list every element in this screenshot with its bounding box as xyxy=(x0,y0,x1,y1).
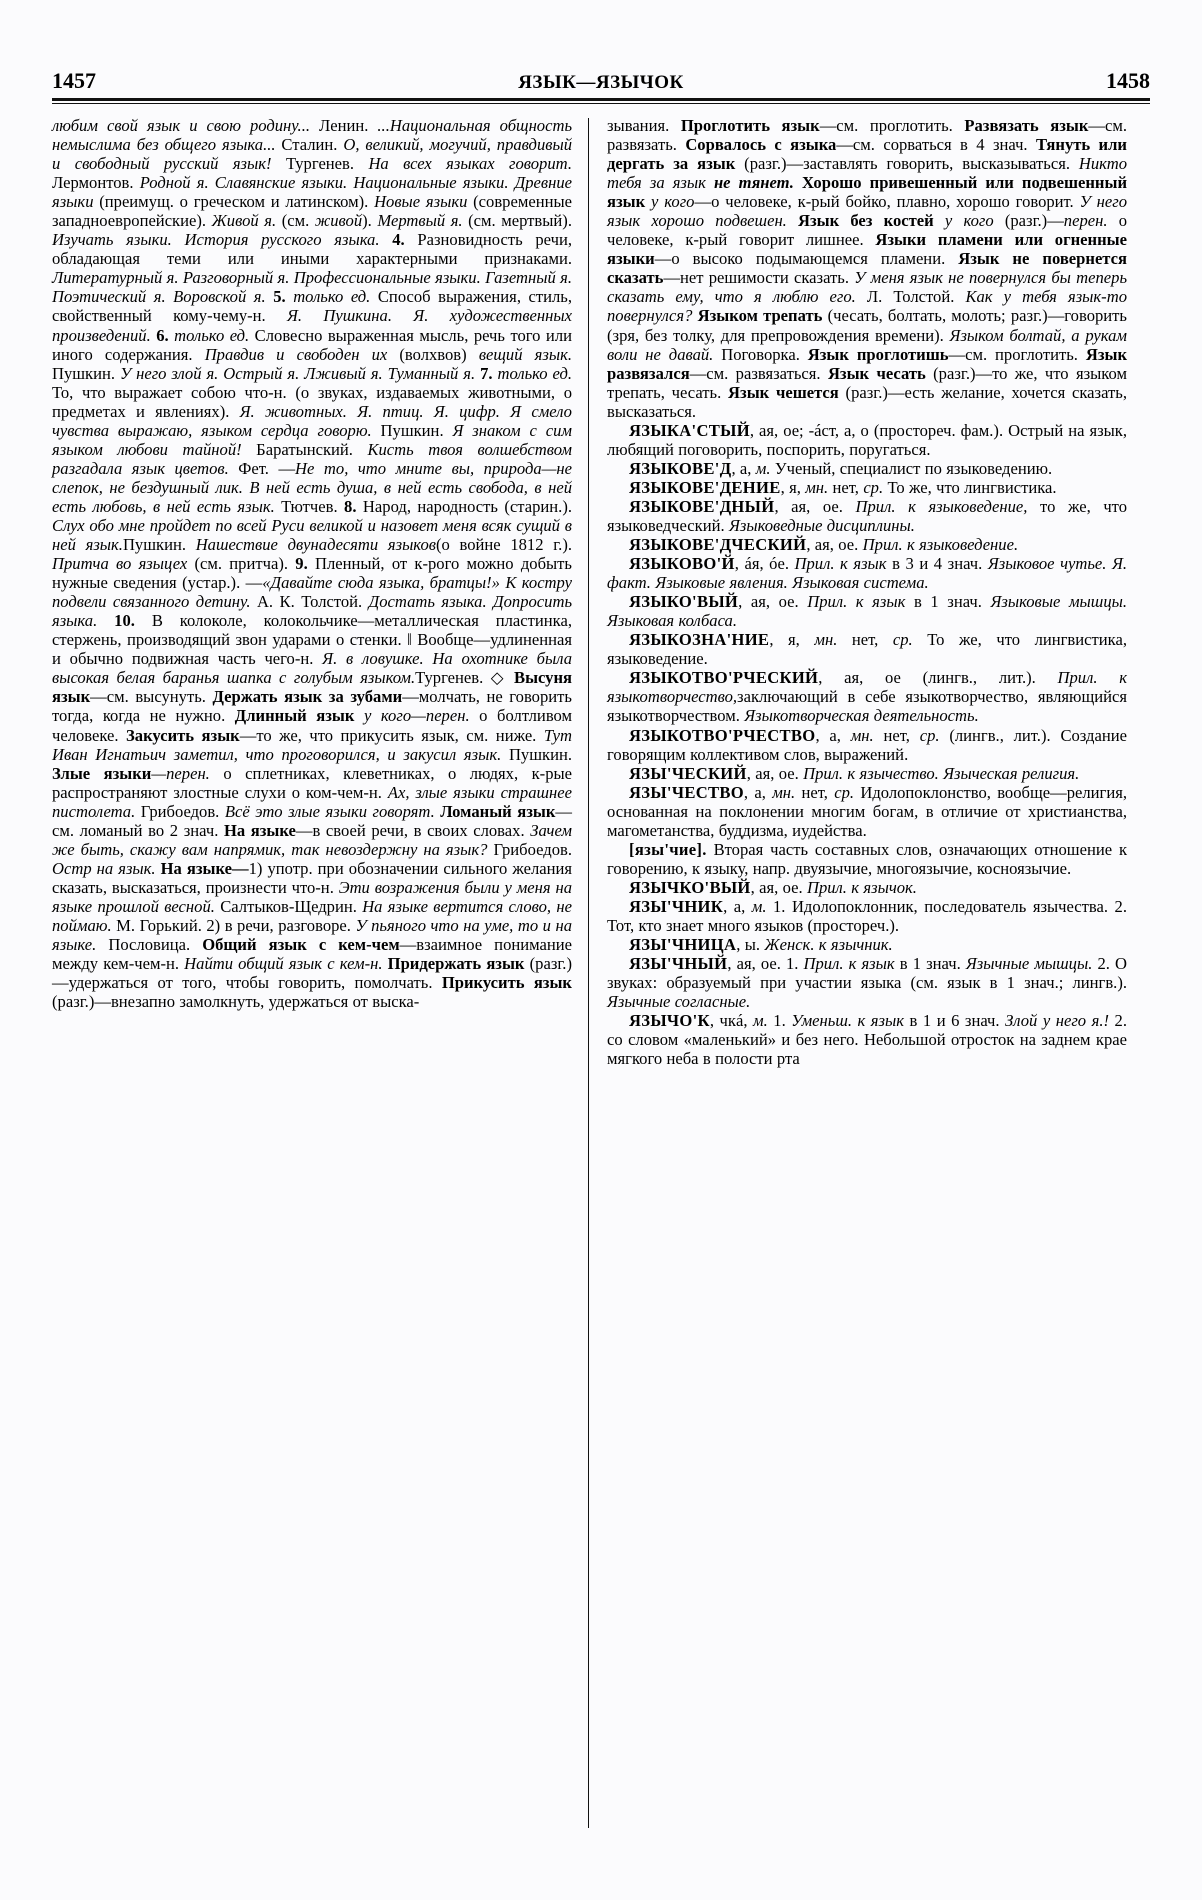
definition: (разг.)—удержаться от того, чтобы говорить, помолчать. xyxy=(52,954,572,993)
idiom-phrase: Прикусить язык xyxy=(441,973,572,993)
idiom-phrase: Высуня язык xyxy=(52,668,573,707)
idiom-phrase: Язык не повернется сказать xyxy=(607,249,1128,288)
gloss: (см. мертвый). xyxy=(462,211,572,231)
attribution: Баратынский. xyxy=(241,439,368,459)
grammar-info: нет, xyxy=(828,477,864,497)
definition: 2. О звуках: образуемый при участии языка (см. язык в 1 знач.; лингв.). xyxy=(607,954,1127,993)
definition: то же, что языковедческий. xyxy=(607,496,1127,535)
definition: в 1 и 6 знач. xyxy=(904,1011,1006,1031)
quote: Всё это злые языки говорят. xyxy=(224,801,435,821)
grammar-label: Прил. к язычество. xyxy=(803,763,939,783)
folio-right: 1458 xyxy=(1106,68,1150,93)
headword: ЯЗЫЧКО'ВЫЙ xyxy=(629,877,751,897)
idiom-phrase: На языке— xyxy=(155,858,249,878)
attribution: Тургенев. xyxy=(271,154,369,174)
definition: (разг.)— xyxy=(993,211,1064,231)
definition: —см. сорваться в 4 знач. xyxy=(836,135,1036,155)
definition: зывания. xyxy=(607,116,681,135)
example: У него язык хорошо подвешен. xyxy=(607,192,1127,231)
grammar-label: мн. xyxy=(814,630,838,650)
idiom-phrase: Хорошо привешенный или подвешенный язык xyxy=(607,173,1128,212)
grammar-label: Прил. к язык xyxy=(794,554,887,574)
definition: в 1 знач. xyxy=(905,592,991,612)
definition: Создание говорящим коллективом слов, выражений. xyxy=(607,725,1127,764)
headword: ЯЗЫКОВО'Й xyxy=(629,554,735,574)
gloss: (современные западноевропейские). xyxy=(52,192,572,231)
example: Изучать языки. История русского языка. xyxy=(52,230,380,250)
idiom-phrase: Язык проглотишь xyxy=(807,344,949,364)
sense-number: 6. xyxy=(150,325,175,345)
example: Литературный я. Разговорный я. Профессиональные языки. Газетный я. Поэтический я. Воровской я. xyxy=(52,268,572,307)
idiom-phrase: Закусить язык xyxy=(126,725,240,745)
dictionary-entry xyxy=(607,726,1127,764)
grammar-label: мн. xyxy=(850,725,874,745)
definition: —то же, что прикусить язык, см. ниже. xyxy=(239,725,544,745)
definition: То же, что лингвистика. xyxy=(883,477,1057,497)
attribution: Лермонтов. xyxy=(52,173,140,193)
dictionary-entry xyxy=(607,592,1127,630)
definition: —см. проглотить. xyxy=(819,116,965,135)
sense-number: 5. xyxy=(265,287,294,307)
grammar-label: мн. xyxy=(805,477,829,497)
attribution: Грибоедов. xyxy=(135,801,225,821)
quote: Зачем же быть, скажу вам напрямик, так невоздержну на язык? xyxy=(52,820,572,859)
grammar-info: , ая, ое. xyxy=(750,877,807,897)
definition: (чесать, болтать, молоть; разг.)—говорить (зря, без толку, для препровождения времени). xyxy=(607,306,1127,345)
example: Я. Пушкина. Я. художественных произведений. xyxy=(52,306,572,345)
grammar-info: , а, xyxy=(815,725,851,745)
quote: «Давайте сюда языка, братцы!» К костру подвели связанного детину. xyxy=(52,573,572,612)
grammar-info: , ая, ое. xyxy=(727,954,786,974)
dictionary-entry xyxy=(607,478,1127,497)
example: Достать языка. Допросить языка. xyxy=(52,592,572,631)
attribution: Л. Толстой. xyxy=(855,287,966,307)
attribution: Поговорка. xyxy=(713,344,808,364)
grammar-label: мн. xyxy=(772,782,796,802)
grammar-info: , ы. xyxy=(736,935,765,955)
headword: ЯЗЫ'ЧЕСКИЙ xyxy=(629,763,747,783)
definition: Идолопоклонство, вообще—религия, основанная на поклонении многим богам, в отличие от христианства, магометанства, буддизма, иудейства. xyxy=(607,782,1127,840)
idiom-phrase: Языки пламени или огненные языки xyxy=(607,230,1127,269)
definition: —взаимное понимание между кем-чем-н. xyxy=(52,935,573,974)
example: Нашествие двунадесяти языков xyxy=(195,535,436,555)
example: Я. в ловушке. На охотнике была высокая белая баранья шапка с голубым языком. xyxy=(52,649,572,688)
quote: Кисть твоя волшебством разгадала язык цветов. xyxy=(52,439,572,478)
grammar-label: м. xyxy=(753,1011,768,1031)
dictionary-entry xyxy=(607,630,1127,668)
idiom-phrase: Язык чешется xyxy=(728,382,839,402)
definition: —о человеке, к-рый бойко, плавно, хорошо говорит. xyxy=(694,192,1080,212)
grammar-label: Прил. к языкотворчество, xyxy=(607,668,1127,707)
quote: любим свой язык и свою родину... xyxy=(52,116,311,135)
example: Живой я. xyxy=(211,211,277,231)
definition: —см. развязаться. xyxy=(689,363,828,383)
definition: (разг.)—заставлять говорить, высказываться. xyxy=(735,154,1079,174)
definition: заключающий в себе языкотворчество, являющийся языкотворчеством. xyxy=(607,687,1127,726)
grammar-info: , я, xyxy=(769,630,815,650)
definition: В колоколе, колокольчике—металлическая пластинка, стержень, производящий звон ударами о стенки. ‖ Вообще—удлиненная и обычно подвижная часть чего-н. xyxy=(52,611,572,669)
idiom-phrase: Придержать язык xyxy=(382,954,525,974)
idiom-phrase: Язык чесать xyxy=(827,363,926,383)
grammar-label: ср. xyxy=(834,782,855,802)
headword: ЯЗЫКОТВО'РЧЕСТВО xyxy=(629,725,816,745)
quote: Как у тебя язык-то повернулся? xyxy=(607,287,1127,326)
definition: 1. Идолопоклонник, последователь язычества. 2. Тот, кто знает много языков (простореч.). xyxy=(607,896,1127,935)
dictionary-entry xyxy=(607,935,1127,954)
grammar-info: (лингв., лит.). xyxy=(939,725,1061,745)
attribution: Пушкин. xyxy=(122,535,196,555)
dictionary-entry xyxy=(607,554,1127,592)
quote: Я знаком с сим языком любови тайной! xyxy=(52,420,572,459)
sense-number: 9. xyxy=(295,554,315,574)
definition: 1. xyxy=(767,1011,792,1031)
attribution: Пушкин. xyxy=(501,744,572,764)
headword: ЯЗЫ'ЧНЫЙ xyxy=(629,954,728,974)
definition: Ученый, специалист по языковедению. xyxy=(770,458,1053,478)
grammar-info: , áя, óе. xyxy=(734,554,795,574)
definition: в 3 и 4 знач. xyxy=(886,554,988,574)
grammar-info xyxy=(707,840,714,859)
headword: ЯЗЫ'ЧНИК xyxy=(629,896,724,916)
definition: —нет решимости сказать. xyxy=(663,268,855,288)
grammar-label: Прил. к язычок. xyxy=(806,877,917,897)
quote: О, великий, могучий, правдивый и свободный русский язык! xyxy=(52,135,572,174)
quote: На языке вертится слово, не поймаю. xyxy=(52,896,572,935)
idiom-phrase: Проглотить язык xyxy=(680,116,820,135)
attribution: Пушкин. xyxy=(52,363,120,383)
grammar-label: Прил. к языковедение. xyxy=(862,535,1019,555)
folio-left: 1457 xyxy=(52,68,96,93)
grammar-info: , ая, ое (лингв., лит.). xyxy=(818,668,1058,688)
example: Языковедные дисциплины. xyxy=(729,515,915,535)
idiom-phrase: Языком трепать xyxy=(692,306,823,326)
definition: Народ, народность (старин.). xyxy=(362,496,573,516)
dictionary-entry xyxy=(607,1011,1127,1068)
grammar-info: , чкá, xyxy=(709,1011,753,1031)
right-column xyxy=(589,116,1127,1836)
definition: 1) употр. при обозначении сильного желания сказать, высказаться, произнести что-н. xyxy=(52,858,573,897)
grammar-label: Прил. к языковедение, xyxy=(855,496,1028,516)
header-rule xyxy=(52,98,1150,104)
dictionary-entry xyxy=(607,878,1127,897)
definition: в 1 знач. xyxy=(894,954,966,974)
gloss: (преимущ. о греческом и латинском). xyxy=(93,192,375,212)
dictionary-entry xyxy=(607,421,1127,459)
attribution: Салтыков-Щедрин. xyxy=(214,896,363,916)
grammar-label: только ед. xyxy=(174,325,250,345)
definition: —см. развязать. xyxy=(607,116,1128,155)
idiom-phrase: Злые языки xyxy=(52,763,152,783)
quote: Никто тебя за язык xyxy=(607,154,1127,193)
grammar-info: , ая, ое. xyxy=(738,592,808,612)
definition: 1. xyxy=(785,954,804,974)
quote: У пьяного что на уме, то и на языке. xyxy=(52,915,572,955)
style-label: —перен. xyxy=(151,763,210,783)
idiom-complement: у кого xyxy=(933,211,994,231)
left-column xyxy=(52,116,588,1836)
headword: ЯЗЫ'ЧЕСТВО xyxy=(629,782,744,802)
gloss: (см. xyxy=(276,211,315,231)
grammar-info: , я, xyxy=(780,477,806,497)
headword: ЯЗЫКОТВО'РЧЕСКИЙ xyxy=(629,668,819,688)
definition: То же, что лингвистика, языковедение. xyxy=(607,630,1127,669)
quote: вещий язык. xyxy=(478,344,572,364)
example: У него злой я. Острый я. Лживый я. Туманный я. xyxy=(119,363,476,383)
idiom-complement: у кого xyxy=(645,192,695,212)
example: Мертвый я. xyxy=(377,211,463,231)
idiom-phrase: Развязать язык xyxy=(964,116,1089,135)
quote: У меня язык не повернулся бы теперь сказать ему, что я люблю его. xyxy=(607,268,1127,307)
definition: (разг.)—есть желание, хочется сказать, высказаться. xyxy=(607,382,1127,421)
definition: —о высоко подымающемся пламени. xyxy=(654,249,959,269)
running-head: ЯЗЫК—ЯЗЫЧОК xyxy=(518,72,684,93)
grammar-label: Женск. к язычник. xyxy=(764,935,893,955)
grammar-info: нет, xyxy=(873,725,920,745)
grammar-info: , а, xyxy=(723,896,752,916)
headword: ЯЗЫКА'СТЫЙ xyxy=(629,420,750,440)
example: Языкотворческая деятельность. xyxy=(744,706,979,726)
attribution: Тургенев. xyxy=(415,668,491,688)
example: Злой у него я.! xyxy=(1005,1011,1110,1031)
sense-number: 4. xyxy=(379,230,418,250)
idiom-phrase: Сорвалось с языка xyxy=(685,135,837,155)
example: Язычные мышцы. xyxy=(965,954,1093,974)
grammar-info: , ая, ое. xyxy=(746,763,804,783)
headword-bracketed: [язы'чие]. xyxy=(629,839,707,859)
headword: ЯЗЫ'ЧНИЦА xyxy=(629,935,737,955)
dictionary-entry xyxy=(607,764,1127,783)
definition: о сплетниках, клеветниках, о людях, к-рые распространяют злостные слухи о ком-чем-н. xyxy=(52,763,572,802)
gloss: (см. притча). xyxy=(187,554,296,574)
style-label: перен. xyxy=(425,706,470,726)
attribution: Ленин. xyxy=(310,116,378,135)
quote: Слух обо мне пройдет по всей Руси великой и назовет меня всяк сущий в ней язык. xyxy=(52,515,572,555)
attribution: Сталин. xyxy=(275,135,344,155)
dictionary-entry xyxy=(607,535,1127,554)
example: Остр на язык. xyxy=(52,858,156,878)
definition: —молчать, не говорить тогда, когда не нужно. xyxy=(52,687,572,726)
definition: Способ выражения, стиль, свойственный кому-чему-н. xyxy=(52,287,572,326)
style-label: перен. xyxy=(1063,211,1108,231)
grammar-info: , ая, ое. xyxy=(774,496,856,516)
grammar-label: Уменьш. к язык xyxy=(791,1011,904,1031)
dictionary-entry xyxy=(607,840,1127,878)
idiom-phrase: Язык без костей xyxy=(786,211,934,231)
grammar-info: , а, xyxy=(731,458,756,478)
grammar-label: Прил. к язык xyxy=(807,592,906,612)
definition: (разг.)—то же, что языком трепать, чесать. xyxy=(607,363,1127,402)
example: Новые языки xyxy=(374,192,468,212)
idiom-diamond-icon: ◇ xyxy=(490,668,507,688)
quote: Эти возражения были у меня на языке прошлой весной. xyxy=(52,877,572,916)
attribution: А. К. Толстой. xyxy=(250,592,369,612)
idioms-continued xyxy=(607,116,1127,421)
dictionary-entry xyxy=(607,954,1127,1011)
quote: Тут Иван Игнатьич заметил, что проговорился, и закусил язык. xyxy=(52,725,573,764)
attribution: Фет. — xyxy=(228,458,296,478)
definition: Острый на язык, любящий поговорить, поспорить, поругаться. xyxy=(607,420,1127,459)
quote-emphasis: не тянет. xyxy=(713,173,794,193)
grammar-info: , ая, ое. xyxy=(806,535,863,555)
gloss: (о войне 1812 г.). xyxy=(435,535,572,555)
example: Найти общий язык с кем-н. xyxy=(184,954,383,974)
definition: (разг.)—внезапно замолкнуть, удержаться от выска- xyxy=(52,992,420,1012)
quote: На всех языках говорит. xyxy=(368,154,572,174)
gloss: ). xyxy=(362,211,378,231)
example: Языковое чутье. Я. факт. Языковые явления. Языковая система. xyxy=(607,554,1128,593)
grammar-label: только ед. xyxy=(497,363,572,383)
headword: ЯЗЫЧО'К xyxy=(629,1011,710,1031)
attribution: Пословица. xyxy=(96,935,203,955)
entry-body-yazyk-continued xyxy=(52,116,572,1011)
quote: ...Национальная общность немыслима без общего языка... xyxy=(52,116,573,155)
example: Я. животных. Я. птиц. Я. цифр. Я смело чувства выражаю, языком сердца говорю. xyxy=(52,401,572,440)
grammar-info: , ая, ое; -áст, а, о (простореч. фам.). xyxy=(749,420,1009,440)
gloss: (волхвов) xyxy=(387,344,479,364)
idiom-phrase: На языке xyxy=(223,820,296,840)
quote: Ах, злые языки страшнее пистолета. xyxy=(52,782,573,821)
quote: Не то, что мните вы, природа—не слепок, не бездушный лик. В ней есть душа, в ней есть свобода, в ней есть любовь, в ней есть язык. xyxy=(52,458,572,516)
quote: Языком болтай, а рукам воли не давай. xyxy=(607,325,1127,364)
sense-number: 8. xyxy=(344,496,363,516)
idiom-phrase: Длинный язык xyxy=(234,706,355,726)
idiom-phrase: Общий язык с кем-чем xyxy=(202,935,400,955)
headword: ЯЗЫКОВЕ'ДЕНИЕ xyxy=(629,477,781,497)
grammar-label: только ед. xyxy=(293,287,371,307)
grammar-label: м. xyxy=(751,896,767,916)
grammar-label: ср. xyxy=(892,630,913,650)
headword: ЯЗЫКОВЕ'ДЧЕСКИЙ xyxy=(629,535,807,555)
headword: ЯЗЫКО'ВЫЙ xyxy=(629,592,739,612)
headword: ЯЗЫКОЗНА'НИЕ xyxy=(629,630,770,650)
definition: —в своей речи, в своих словах. xyxy=(295,820,531,840)
definition: То, что выражает собою что-н. (о звуках, издаваемых животными, о предметах и явлениях). xyxy=(52,382,572,421)
grammar-label: ср. xyxy=(863,477,884,497)
example: Язычные согласные. xyxy=(607,992,751,1012)
attribution: Тютчев. xyxy=(274,496,345,516)
attribution: Пушкин. xyxy=(371,420,453,440)
grammar-label: м. xyxy=(755,458,771,478)
cross-reference: живой xyxy=(314,211,363,231)
grammar-info: нет, xyxy=(795,782,835,802)
sense-number: 10. xyxy=(97,611,152,631)
definition: о человеке, к-рый говорит лишнее. xyxy=(607,211,1127,250)
grammar-label: Прил. к язык xyxy=(803,954,895,974)
idiom-phrase: Ломаный язык xyxy=(434,801,556,821)
idiom-complement: у кого— xyxy=(354,706,426,726)
quote: Правдив и свободен их xyxy=(204,344,388,364)
definition: о болтливом человеке. xyxy=(52,706,573,745)
dictionary-entry xyxy=(607,668,1127,725)
grammar-info: , а, xyxy=(743,782,773,802)
example: Языковые мышцы. Языковая колбаса. xyxy=(607,592,1127,631)
grammar-label: ср. xyxy=(919,725,940,745)
definition: —см. проглотить. xyxy=(948,344,1086,364)
sense-number: 7. xyxy=(475,363,498,383)
idiom-phrase: Язык развязался xyxy=(607,344,1128,383)
definition: —см. ломаный во 2 знач. xyxy=(52,801,573,840)
example: Притча во языцех xyxy=(52,554,188,574)
dictionary-entry xyxy=(607,897,1127,935)
idiom-phrase: Держать язык за зубами xyxy=(212,687,403,707)
headword: ЯЗЫКОВЕ'ДНЫЙ xyxy=(629,496,775,516)
definition: 2. со словом «маленький» и без него. Небольшой отросток на заднем крае мягкого неба в полости рта xyxy=(607,1011,1127,1069)
definition: Разновидность речи, обладающая теми или иными характерными признаками. xyxy=(52,230,572,269)
page-header xyxy=(52,52,1150,92)
headword: ЯЗЫКОВЕ'Д xyxy=(629,458,732,478)
attribution: Грибоедов. xyxy=(487,839,572,859)
definition: Пленный, от к-рого можно добыть нужные сведения (устар.). — xyxy=(52,554,572,593)
dictionary-entry xyxy=(607,497,1127,535)
dictionary-entry xyxy=(607,783,1127,840)
grammar-info: нет, xyxy=(837,630,893,650)
definition: Словесно выраженная мысль, речь того или иного содержания. xyxy=(52,325,572,364)
example: Родной я. Славянские языки. Национальные языки. Древние языки xyxy=(52,173,572,212)
column-container xyxy=(52,116,1150,1836)
example: Языческая религия. xyxy=(938,763,1080,783)
attribution: М. Горький. 2) в речи, разговоре. xyxy=(111,915,356,935)
dictionary-entry xyxy=(607,459,1127,478)
definition: —см. высунуть. xyxy=(90,687,213,707)
idiom-phrase: Тянуть или дергать за язык xyxy=(607,135,1127,174)
definition: Вторая часть составных слов, означающих отношение к говорению, к языку, напр. двуязычие, многоязычие, косноязычие. xyxy=(607,839,1128,878)
